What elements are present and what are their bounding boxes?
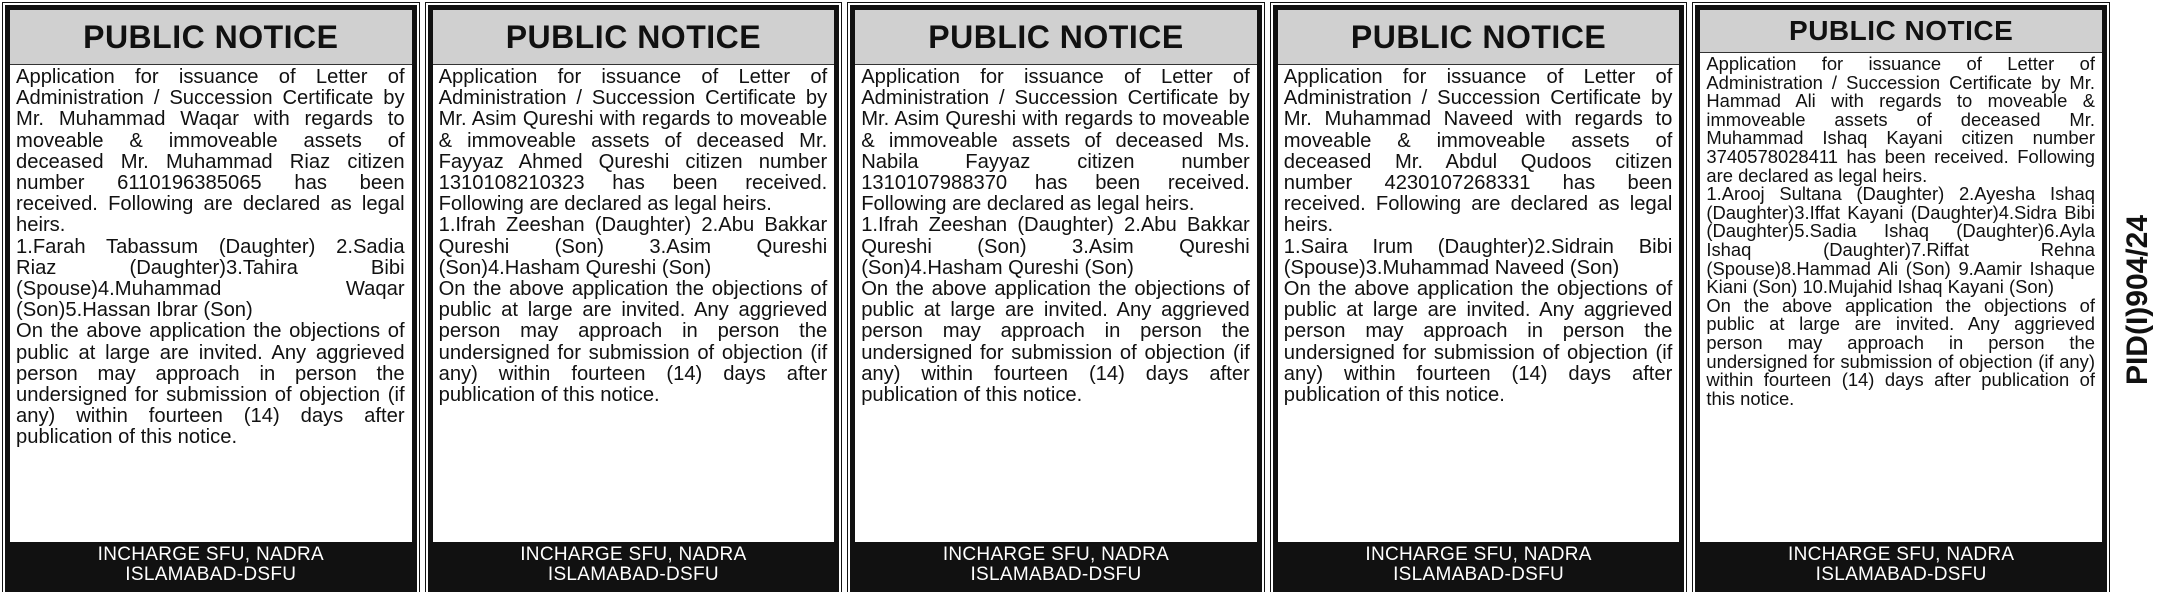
public-notice-5 [1695,5,2107,592]
notice-title: PUBLIC NOTICE [855,10,1257,65]
footer-location: ISLAMABAD-DSFU [970,564,1142,585]
pid-number: PID(I)904/24 [2121,214,2154,386]
notice-body [433,65,835,542]
footer-office: INCHARGE SFU, NADRA [520,544,747,565]
notice-intro: Application for issuance of Letter of Administration / Succession Certificate by Mr. Hammad Ali with regards to moveable & immoveable assets of deceased Mr. Muhammad Ishaq Kayani citizen number 3740578028411 has been received. Following are declared as legal heirs. [1706,53,2095,186]
footer-office: INCHARGE SFU, NADRA [1788,544,2015,565]
notice-title: PUBLIC NOTICE [1278,10,1680,65]
notice-intro: Application for issuance of Letter of Administration / Succession Certificate by Mr. Asim Qureshi with regards to moveable & immoveable assets of deceased Ms. Nabila Fayyaz citizen number 1310107988370 has been received. Following are declared as legal heirs. [861,66,1250,216]
footer-location: ISLAMABAD-DSFU [547,564,719,585]
notice-title: PUBLIC NOTICE [10,10,412,65]
legal-heirs-list: 1.Farah Tabassum (Daughter) 2.Sadia Riaz (Daughter)3.Tahira Bibi (Spouse)4.Muhammad Waqar (Son)5.Hassan Ibrar (Son) [16,235,405,322]
notice-body [1278,65,1680,542]
notice-body [855,65,1257,542]
notice-closing: On the above application the objections of public at large are invited. Any aggrieved person may approach in person the undersigned for submission of objection (if any) within fourteen (14) days after publication of this notice. [438,278,828,407]
public-notice-1 [5,5,417,592]
notice-closing: On the above application the objections of public at large are invited. Any aggrieved person may approach in person the undersigned for submission of objection (if any) within fourteen (14) days after publication of this notice. [1706,294,2095,409]
notice-title: PUBLIC NOTICE [433,10,835,65]
notice-footer [10,542,412,587]
public-notice-3 [850,5,1262,592]
footer-office: INCHARGE SFU, NADRA [942,544,1170,565]
footer-office: INCHARGE SFU, NADRA [1365,544,1592,565]
legal-heirs-list: 1.Arooj Sultana (Daughter) 2.Ayesha Ishaq (Daughter)3.Iffat Kayani (Daughter)4.Sidra Bibi (Daughter)5.Sadia Ishaq (Daughter)6.Ayla Ishaq (Daughter)7.Riffat Rehna (Spouse)8.Hammad Ali (Son) 9.Aamir Ishaque Kiani (Son) 10.Mujahid Ishaq Kayani (Son) [1706,183,2095,298]
notice-footer [433,542,835,587]
legal-heirs-list: 1.Ifrah Zeeshan (Daughter) 2.Abu Bakkar Qureshi (Son) 3.Asim Qureshi (Son)4.Hasham Qureshi (Son) [438,214,828,279]
notice-intro: Application for issuance of Letter of Administration / Succession Certificate by Mr. Muhammad Waqar with regards to moveable & immoveable assets of deceased Mr. Muhammad Riaz citizen number 6110196385065 has been received. Following are declared as legal heirs. [16,66,405,237]
legal-heirs-list: 1.Ifrah Zeeshan (Daughter) 2.Abu Bakkar Qureshi (Son) 3.Asim Qureshi (Son)4.Hasham Qureshi (Son) [861,214,1250,279]
footer-location: ISLAMABAD-DSFU [125,564,297,585]
notice-intro: Application for issuance of Letter of Administration / Succession Certificate by Mr. Muhammad Naveed with regards to moveable & immoveable assets of deceased Mr. Abdul Qudoos citizen number 4230107268331 has been received. Following are declared as legal heirs. [1283,66,1673,237]
notice-footer [855,542,1257,587]
notice-closing: On the above application the objections of public at large are invited. Any aggrieved person may approach in person the undersigned for submission of objection (if any) within fourteen (14) days after publication of this notice. [1283,278,1673,407]
notice-body [1700,53,2102,542]
public-notice-2 [428,5,840,592]
notice-footer [1700,542,2102,587]
notice-closing: On the above application the objections of public at large are invited. Any aggrieved person may approach in person the undersigned for submission of objection (if any) within fourteen (14) days after publication of this notice. [16,320,405,449]
notice-footer [1278,542,1680,587]
notice-title: PUBLIC NOTICE [1700,10,2102,53]
notice-closing: On the above application the objections of public at large are invited. Any aggrieved person may approach in person the undersigned for submission of objection (if any) within fourteen (14) days after publication of this notice. [861,278,1250,407]
public-notice-4 [1273,5,1685,592]
notice-intro: Application for issuance of Letter of Administration / Succession Certificate by Mr. Asim Qureshi with regards to moveable & immoveable assets of deceased Mr. Fayyaz Ahmed Qureshi citizen number 1310108210323 has been received. Following are declared as legal heirs. [438,66,828,216]
pid-reference [2118,150,2158,450]
notice-body [10,65,412,542]
footer-location: ISLAMABAD-DSFU [1393,564,1565,585]
legal-heirs-list: 1.Saira Irum (Daughter)2.Sidrain Bibi (Spouse)3.Muhammad Naveed (Son) [1283,235,1673,279]
footer-office: INCHARGE SFU, NADRA [97,544,324,565]
footer-location: ISLAMABAD-DSFU [1815,564,1987,585]
